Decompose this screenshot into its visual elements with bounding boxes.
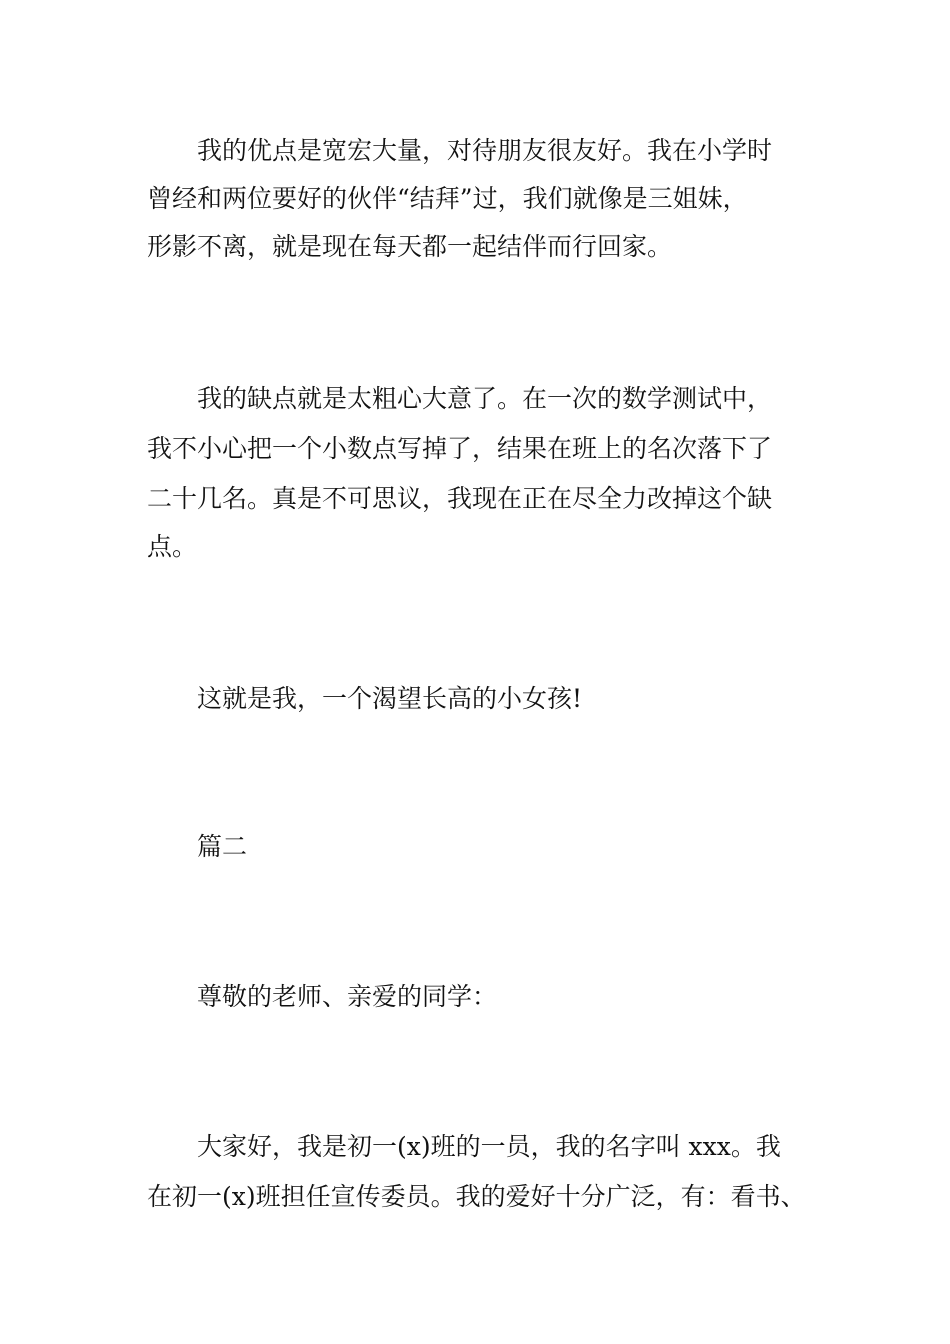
paragraph-1-line-3: 形影不离，就是现在每天都一起结伴而行回家。 bbox=[147, 232, 673, 261]
paragraph-1-line-2: 曾经和两位要好的伙伴“结拜”过，我们就像是三姐妹， bbox=[147, 184, 748, 213]
paragraph-1-line-1: 我的优点是宽宏大量，对待朋友很友好。我在小学时 bbox=[197, 136, 773, 165]
paragraph-2-line-3: 二十几名。真是不可思议，我现在正在尽全力改掉这个缺 bbox=[147, 484, 773, 513]
section-heading: 篇二 bbox=[197, 832, 248, 861]
paragraph-2-line-4: 点。 bbox=[147, 532, 198, 561]
paragraph-3-line-1: 这就是我，一个渴望长高的小女孩! bbox=[197, 684, 583, 713]
paragraph-4-line-1: 大家好，我是初一(x)班的一员，我的名字叫 xxx。我 bbox=[197, 1132, 781, 1161]
paragraph-2-line-2: 我不小心把一个小数点写掉了，结果在班上的名次落下了 bbox=[147, 434, 773, 463]
paragraph-4-line-2: 在初一(x)班担任宣传委员。我的爱好十分广泛，有：看书、 bbox=[147, 1182, 806, 1211]
paragraph-2-line-1: 我的缺点就是太粗心大意了。在一次的数学测试中， bbox=[197, 384, 773, 413]
greeting-line: 尊敬的老师、亲爱的同学： bbox=[197, 982, 498, 1011]
